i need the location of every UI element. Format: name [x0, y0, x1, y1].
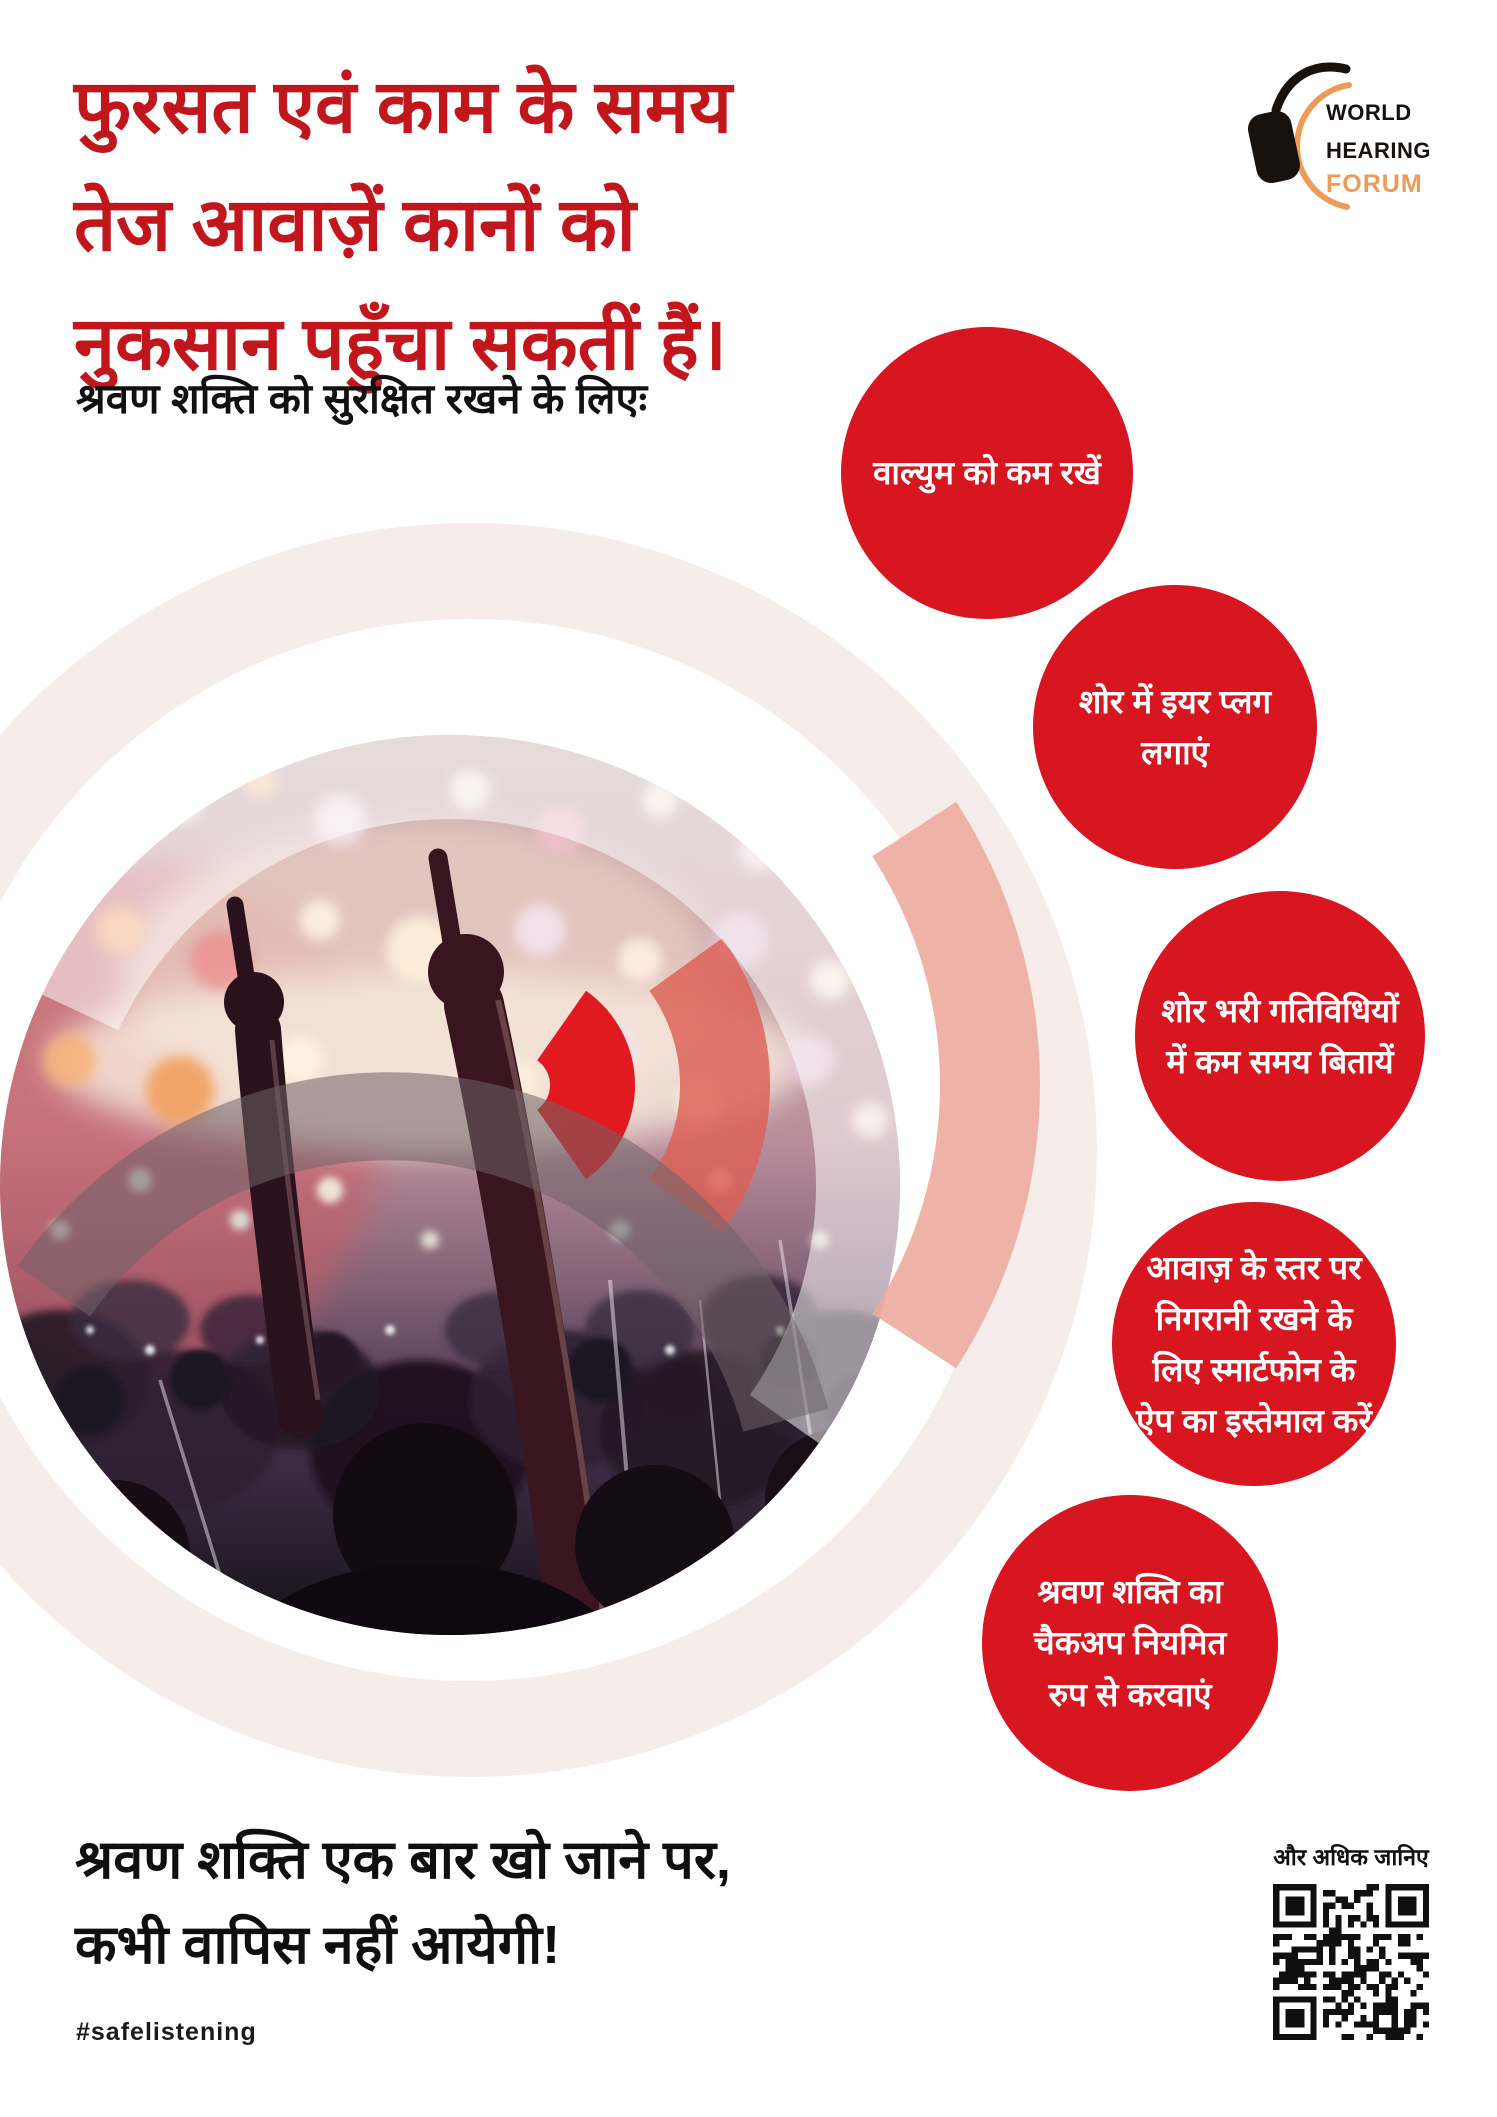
qr-label: और अधिक जानिए — [1273, 1844, 1429, 1870]
hashtag: #safelistening — [76, 2018, 257, 2046]
logo-text-world: WORLD — [1326, 100, 1412, 125]
closing-statement — [75, 1818, 835, 1989]
logo-text-forum: FORUM — [1326, 170, 1423, 198]
qr-block — [1258, 1840, 1444, 2040]
headline-line: फुरसत एवं काम के समय — [74, 65, 733, 148]
subtitle: श्रवण शक्ति को सुरक्षित रखने के लिएः — [76, 375, 648, 422]
tip-circle-earplugs: शोर में इयर प्लग लगाएं — [1033, 585, 1317, 869]
headline-line: नुकसान पहुँचा सकतीं हैं। — [74, 301, 727, 385]
tip-circle-smartphone-app: आवाज़ के स्तर पर निगरानी रखने के लिए स्मार्टफोन के ऐप का इस्तेमाल करें — [1112, 1202, 1396, 1486]
qr-code — [1273, 1884, 1429, 2040]
headline — [74, 48, 734, 403]
tip-circle-hearing-checkup: श्रवण शक्ति का चैकअप नियमित रुप से करवाएं — [982, 1495, 1278, 1791]
logo-text-hearing: HEARING — [1326, 138, 1431, 163]
headline-line: तेज आवाज़ें कानों को — [74, 183, 636, 267]
tip-circle-less-time: शोर भरी गतिविधियों में कम समय बितायें — [1135, 891, 1425, 1181]
tip-circle-volume: वाल्युम को कम रखें — [841, 327, 1133, 619]
world-hearing-forum-logo — [1232, 52, 1497, 222]
closing-line: कभी वापिस नहीं आयेगी! — [75, 1915, 561, 1976]
closing-line: श्रवण शक्ति एक बार खो जाने पर, — [75, 1830, 731, 1890]
